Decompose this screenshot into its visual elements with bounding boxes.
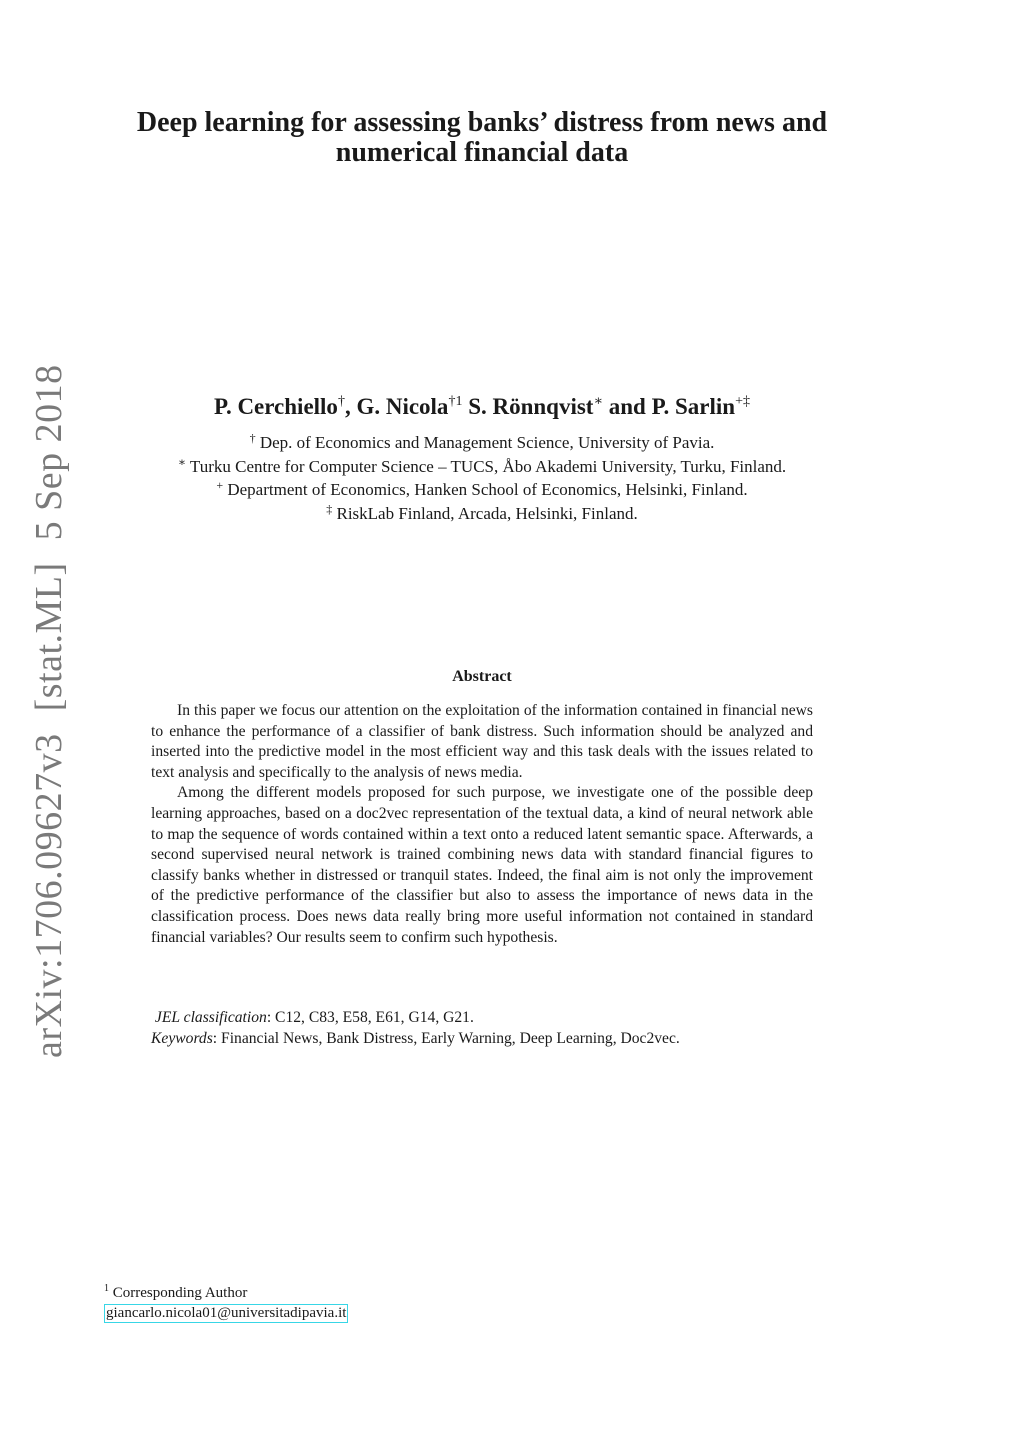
- footnote-mark: 1: [104, 1283, 109, 1294]
- affiliation-mark: ‡: [326, 501, 333, 516]
- abstract-body: [151, 701, 813, 948]
- affiliation-text: Dep. of Economics and Management Science, University of Pavia.: [259, 433, 715, 452]
- author-list: [100, 392, 864, 422]
- affiliation-mark: +: [216, 478, 224, 492]
- arxiv-date: 5 Sep 2018: [28, 364, 70, 541]
- author-name: P. Sarlin: [651, 394, 736, 419]
- affiliation-mark: †: [249, 431, 256, 445]
- jel-value: : C12, C83, E58, E61, G14, G21.: [266, 1009, 474, 1026]
- footnote-line: [104, 1283, 348, 1303]
- author-name: S. Rönnqvist: [468, 394, 594, 419]
- jel-label: JEL classification: [154, 1009, 267, 1026]
- affiliation-list: [100, 431, 864, 525]
- author-mark: ∗: [593, 394, 603, 409]
- affiliation-text: Department of Economics, Hanken School of Economics, Helsinki, Finland.: [227, 480, 748, 499]
- affiliation-text: Turku Centre for Computer Science – TUCS, Åbo Akademi University, Turku, Finland.: [189, 456, 787, 476]
- jel-line: [151, 1007, 813, 1028]
- footnote: [104, 1283, 348, 1323]
- paper-title: Deep learning for assessing banks’ distress from news and numerical financial data: [136, 107, 828, 168]
- author-separator: ,: [344, 394, 357, 419]
- affiliation-item: [100, 431, 864, 455]
- arxiv-category: [stat.ML]: [28, 562, 70, 712]
- author-name: P. Cerchiello: [214, 394, 338, 419]
- affiliation-text: RiskLab Finland, Arcada, Helsinki, Finland.: [336, 503, 638, 523]
- keywords-value: : Financial News, Bank Distress, Early Warning, Deep Learning, Doc2vec.: [212, 1030, 680, 1047]
- affiliation-item: [100, 502, 864, 526]
- email-link[interactable]: giancarlo.nicola01@universitadipavia.it: [106, 1305, 347, 1321]
- author-name: G. Nicola: [356, 394, 449, 419]
- footnote-text: Corresponding Author: [112, 1285, 248, 1301]
- arxiv-id: arXiv:1706.09627v3: [28, 733, 70, 1058]
- abstract-paragraph: In this paper we focus our attention on the exploitation of the information contained in financial news to enhance the performance of a classifier of bank distress. Such information should be analyzed and inserted into the predictive model in the most efficient way and this task deals with the issues related to text analysis and specifically to the analysis of news media.: [151, 702, 813, 781]
- affiliation-item: [100, 478, 864, 502]
- author-separator: and: [602, 394, 652, 419]
- abstract-heading: Abstract: [452, 668, 512, 685]
- keywords-label: Keywords: [151, 1030, 213, 1047]
- author-mark: †: [337, 394, 345, 409]
- affiliation-item: [100, 455, 864, 479]
- affiliation-mark: ∗: [177, 454, 186, 469]
- author-mark: †1: [448, 394, 463, 409]
- abstract-paragraph: Among the different models proposed for such purpose, we investigate one of the possible deep learning approaches, based on a doc2vec representation of the textual data, a kind of neural network able to map the sequence of words contained within a text onto a reduced latent semantic space. Afterwards, a second supervised neural network is trained combining news data with standard financial figures to classify banks whether in distressed or tranquil states. Indeed, the final aim is not only the improvement of the predictive performance of the classifier but also to assess the importance of news data in the classification process. Does news data really bring more useful information not contained in standard financial variables? Our results seem to confirm such hypothesis.: [151, 784, 813, 946]
- keywords-line: [151, 1028, 813, 1049]
- arxiv-stamp: [30, 342, 68, 1058]
- author-mark: +‡: [735, 394, 750, 409]
- classification-block: [151, 1007, 813, 1049]
